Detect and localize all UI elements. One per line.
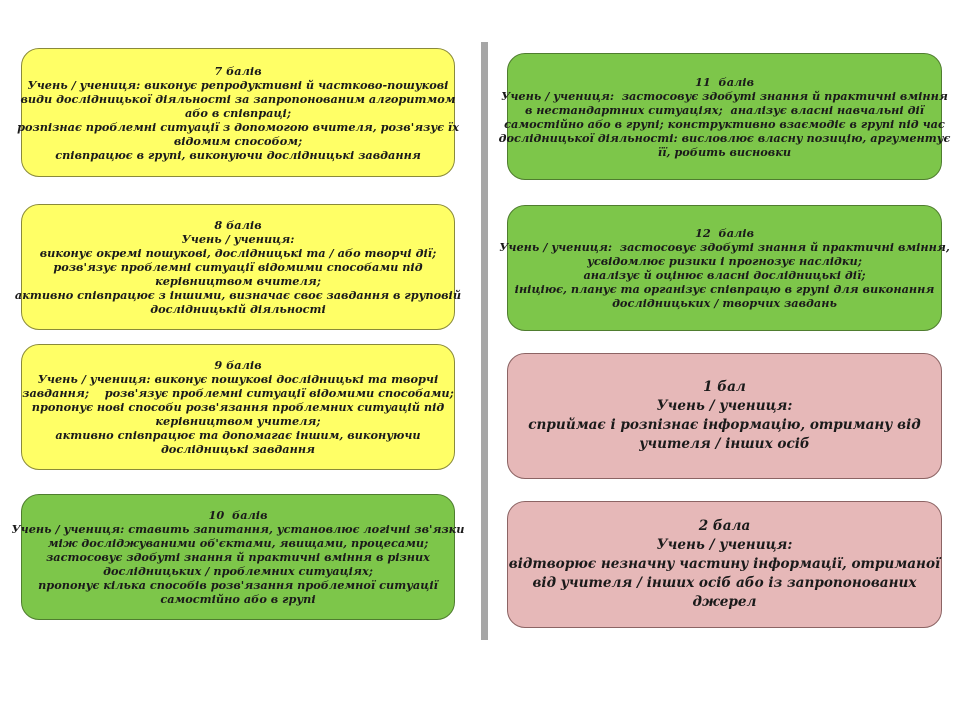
grade-text-line: Учень / учениця: застосовує здобуті знання й практичні вміння, <box>499 240 950 254</box>
grade-text-line: застосовує здобуті знання й практичні вміння в різних <box>46 550 430 564</box>
grade-title: 8 балів <box>214 218 262 232</box>
grade-text-line: сприймає і розпізнає інформацію, отриману від <box>528 417 921 433</box>
grade-title: 9 балів <box>214 358 262 372</box>
grade-text-line: пропонує кілька способів розв'язання проблемної ситуації <box>38 578 438 592</box>
grade-text-line: завдання; розв'язує проблемні ситуації відомими способами; <box>22 386 454 400</box>
grade-box-8 <box>14 204 462 330</box>
grade-text-line: аналізує й оцінює власні дослідницькі дії; <box>583 268 866 282</box>
grade-text-line: дослідницької діяльності: висловлює власну позицію, аргументує <box>498 130 951 145</box>
grade-title: 2 бала <box>698 518 751 534</box>
grade-box-10 <box>11 494 465 620</box>
grade-text-line: керівництвом учителя; <box>155 414 321 428</box>
grade-text-line: Учень / учениця: виконує пошукові дослідницькі та творчі <box>37 372 439 386</box>
grade-text-line: Учень / учениця: <box>656 398 793 414</box>
grade-box-1 <box>507 353 942 479</box>
grade-text-line: її, робить висновки <box>657 144 792 159</box>
grade-box-2 <box>507 501 942 628</box>
grade-text-line: пропонує нові способи розв'язання проблемних ситуацій під <box>31 400 445 414</box>
grade-text-line: Учень / учениця: застосовує здобуті знання й практичні вміння <box>501 88 948 103</box>
grade-text-line: між досліджуваними об'єктами, явищами, процесами; <box>47 536 429 550</box>
grade-box-12 <box>499 205 950 331</box>
grade-box-7 <box>17 48 459 177</box>
grade-text-line: виконує окремі пошукові, дослідницькі та / або творчі дії; <box>39 246 437 260</box>
grade-title: 7 балів <box>214 63 262 78</box>
grade-title: 10 балів <box>208 508 268 522</box>
column-divider <box>481 42 488 640</box>
grade-text-line: керівництвом вчителя; <box>155 274 321 288</box>
grade-text-line: Учень / учениця: виконує репродуктивні й частково-пошукові <box>27 77 449 92</box>
grade-text-line: або в співпраці; <box>184 105 292 120</box>
grade-title: 12 балів <box>694 226 755 240</box>
grade-text-line: відтворює незначну частину інформації, отриманої <box>508 556 941 572</box>
grade-text-line: самостійно або в групі; конструктивно взаємодіє в групі під час <box>504 116 945 131</box>
grade-text-line: усвідомлює ризики і прогнозує наслідки; <box>587 254 862 268</box>
grade-text-line: самостійно або в групі <box>160 592 316 606</box>
grade-text-line: дослідницькі завдання <box>160 442 316 456</box>
grade-text-line: від учителя / інших осіб або із запропонованих <box>532 575 917 591</box>
grade-text-line: дослідницьких / проблемних ситуаціях; <box>103 564 373 578</box>
grade-text-line: активно співпрацює з іншими, визначає своє завдання в груповій <box>14 288 462 302</box>
grade-text-line: відомим способом; <box>173 133 303 148</box>
grade-text-line: дослідницькій діяльності <box>150 302 326 316</box>
grade-text-line: джерел <box>692 594 757 610</box>
grade-text-line: розпізнає проблемні ситуації з допомогою вчителя, розв'язує їх <box>17 119 459 134</box>
grade-box-11 <box>498 53 951 180</box>
grade-title: 1 бал <box>703 379 746 395</box>
grade-text-line: дослідницьких / творчих завдань <box>612 296 837 310</box>
grade-text-line: в нестандартних ситуаціях; аналізує власні навчальні дії <box>524 102 925 117</box>
grade-text-line: учителя / інших осіб <box>639 436 810 452</box>
grade-title: 11 балів <box>694 74 755 89</box>
grade-text-line: Учень / учениця: <box>656 537 793 553</box>
grade-text-line: види дослідницької діяльності за запропонованим алгоритмом <box>20 91 456 106</box>
grade-text-line: співпрацює в групі, виконуючи дослідницькі завдання <box>55 147 421 162</box>
grade-text-line: Учень / учениця: <box>181 232 295 246</box>
grade-text-line: активно співпрацює та допомагає іншим, виконуючи <box>55 428 421 442</box>
grade-text-line: Учень / учениця: ставить запитання, установлює логічні зв'язки <box>11 522 465 536</box>
grade-text-line: розв'язує проблемні ситуації відомими способами під <box>53 260 423 274</box>
grade-text-line: ініціює, планує та організує співпрацю в групі для виконання <box>514 282 935 296</box>
grade-box-9 <box>21 344 455 470</box>
